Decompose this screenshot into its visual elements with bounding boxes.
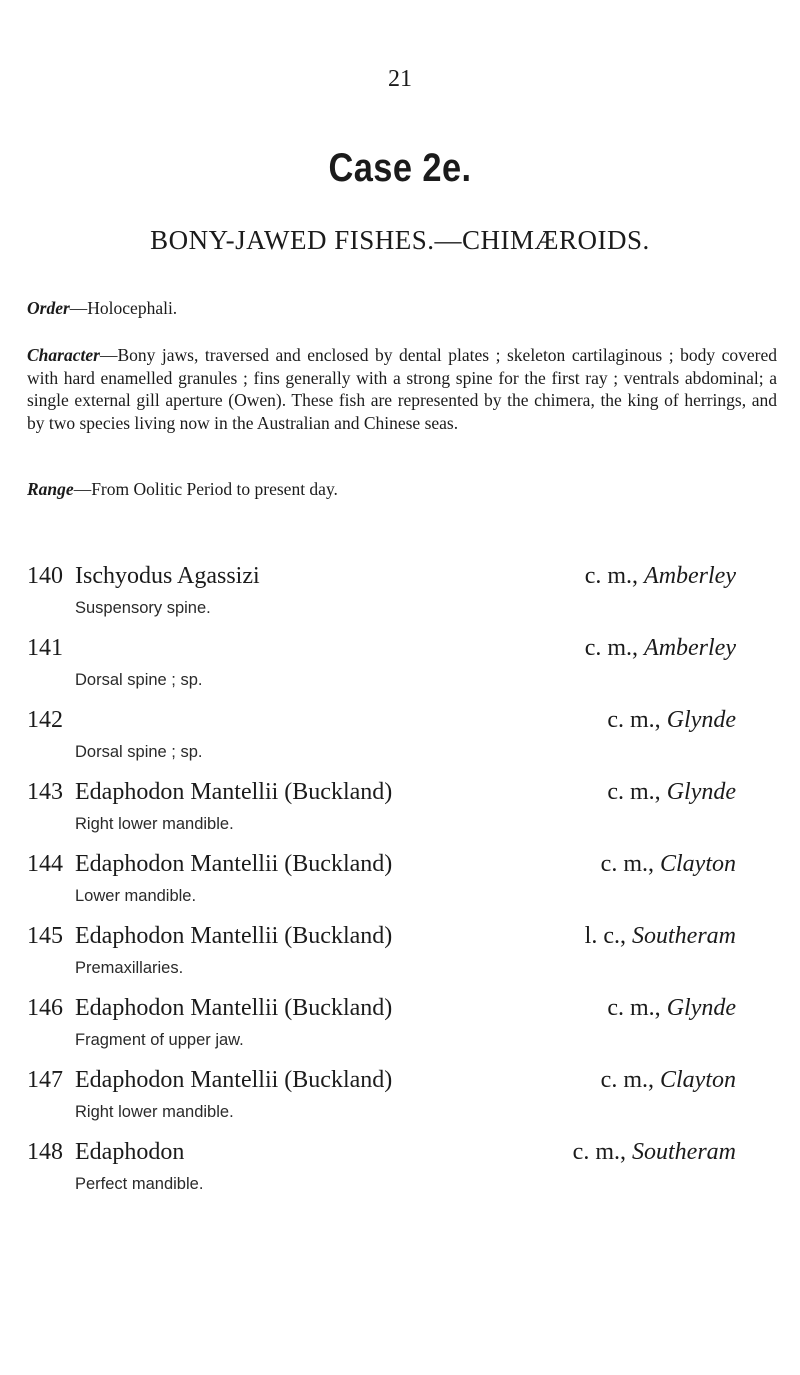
entry-location [607,707,736,734]
entry-number: 143 [27,779,63,805]
section-heading: BONY-JAWED FISHES.—CHIMÆROIDS. [150,225,650,255]
entry-location [601,1067,736,1094]
catalogue-entry [0,1067,800,1147]
catalogue-entry [0,851,800,931]
entry-description: Suspensory spine. [75,599,211,617]
entry-location [585,635,736,662]
entry-name: Edaphodon Mantellii (Buckland) [75,779,393,805]
entry-collection: c. m., [572,1139,626,1165]
entry-locality: Clayton [660,851,736,877]
entry-number: 142 [27,707,63,733]
entry-locality: Glynde [666,779,736,805]
entry-number: 141 [27,635,63,661]
entry-collection: c. m., [607,779,661,805]
entry-collection: c. m., [584,563,639,589]
entry-collection: c. m., [600,1067,654,1093]
entry-number: 140 [27,563,63,589]
entry-collection: l. c., [584,923,626,949]
entry-location [585,563,736,590]
character-label: Character [27,345,100,365]
order-text: —Holocephali. [69,298,178,318]
entry-collection: c. m., [607,707,661,733]
entry-description: Right lower mandible. [75,815,234,833]
entry-name: Edaphodon Mantellii (Buckland) [75,851,393,877]
catalogue-entry [0,1139,800,1219]
entry-description: Fragment of upper jaw. [75,1031,244,1049]
entry-locality: Clayton [660,1067,736,1093]
case-title: Case 2e. [328,146,472,190]
entry-collection: c. m., [584,635,639,661]
entry-location [585,923,736,950]
character-text: —Bony jaws, traversed and enclosed by dental plates ; skeleton cartilaginous ; body covered with hard enamelled granules ; fins generally with a strong spine for the first ray ; ventrals abdominal; a single external gill aperture (Owen). These fish are represented by the chimera, the king of herrings, and by two species living now in the Australian and Chinese seas. [27,345,777,433]
entry-description: Dorsal spine ; sp. [75,743,203,761]
catalogue-entry [0,635,800,715]
order-label: Order [27,298,70,318]
entry-description: Dorsal spine ; sp. [75,671,203,689]
entry-locality: Amberley [644,635,736,661]
entry-locality: Southeram [632,1139,736,1165]
entry-description: Perfect mandible. [75,1175,204,1193]
entry-location [607,779,736,806]
entry-collection: c. m., [607,995,661,1021]
entry-locality: Glynde [666,707,736,733]
entry-description: Right lower mandible. [75,1103,234,1121]
range-text: —From Oolitic Period to present day. [73,479,338,499]
page-number: 21 [388,66,412,92]
entry-location [573,1139,736,1166]
entry-name: Edaphodon [75,1139,185,1165]
catalogue-entry [0,995,800,1075]
entry-name: Edaphodon Mantellii (Buckland) [75,923,393,949]
entry-name: Edaphodon Mantellii (Buckland) [75,1067,393,1093]
entry-description: Lower mandible. [75,887,197,905]
entry-locality: Southeram [632,923,736,949]
entry-name: Edaphodon Mantellii (Buckland) [75,995,393,1021]
entry-collection: c. m., [600,851,654,877]
entry-location [601,851,736,878]
catalogue-entry [0,707,800,787]
entry-number: 145 [27,923,63,949]
range-label: Range [27,479,74,499]
entry-location [607,995,736,1022]
entry-number: 148 [27,1139,63,1165]
entry-name: Ischyodus Agassizi [75,563,260,589]
entry-locality: Glynde [666,995,736,1021]
entry-description: Premaxillaries. [75,959,184,977]
entry-number: 144 [27,851,63,877]
entry-number: 147 [27,1067,63,1093]
catalogue-entry [0,923,800,1003]
catalogue-entry [0,779,800,859]
catalogue-entry [0,563,800,643]
entry-number: 146 [27,995,63,1021]
entry-locality: Amberley [644,563,736,589]
